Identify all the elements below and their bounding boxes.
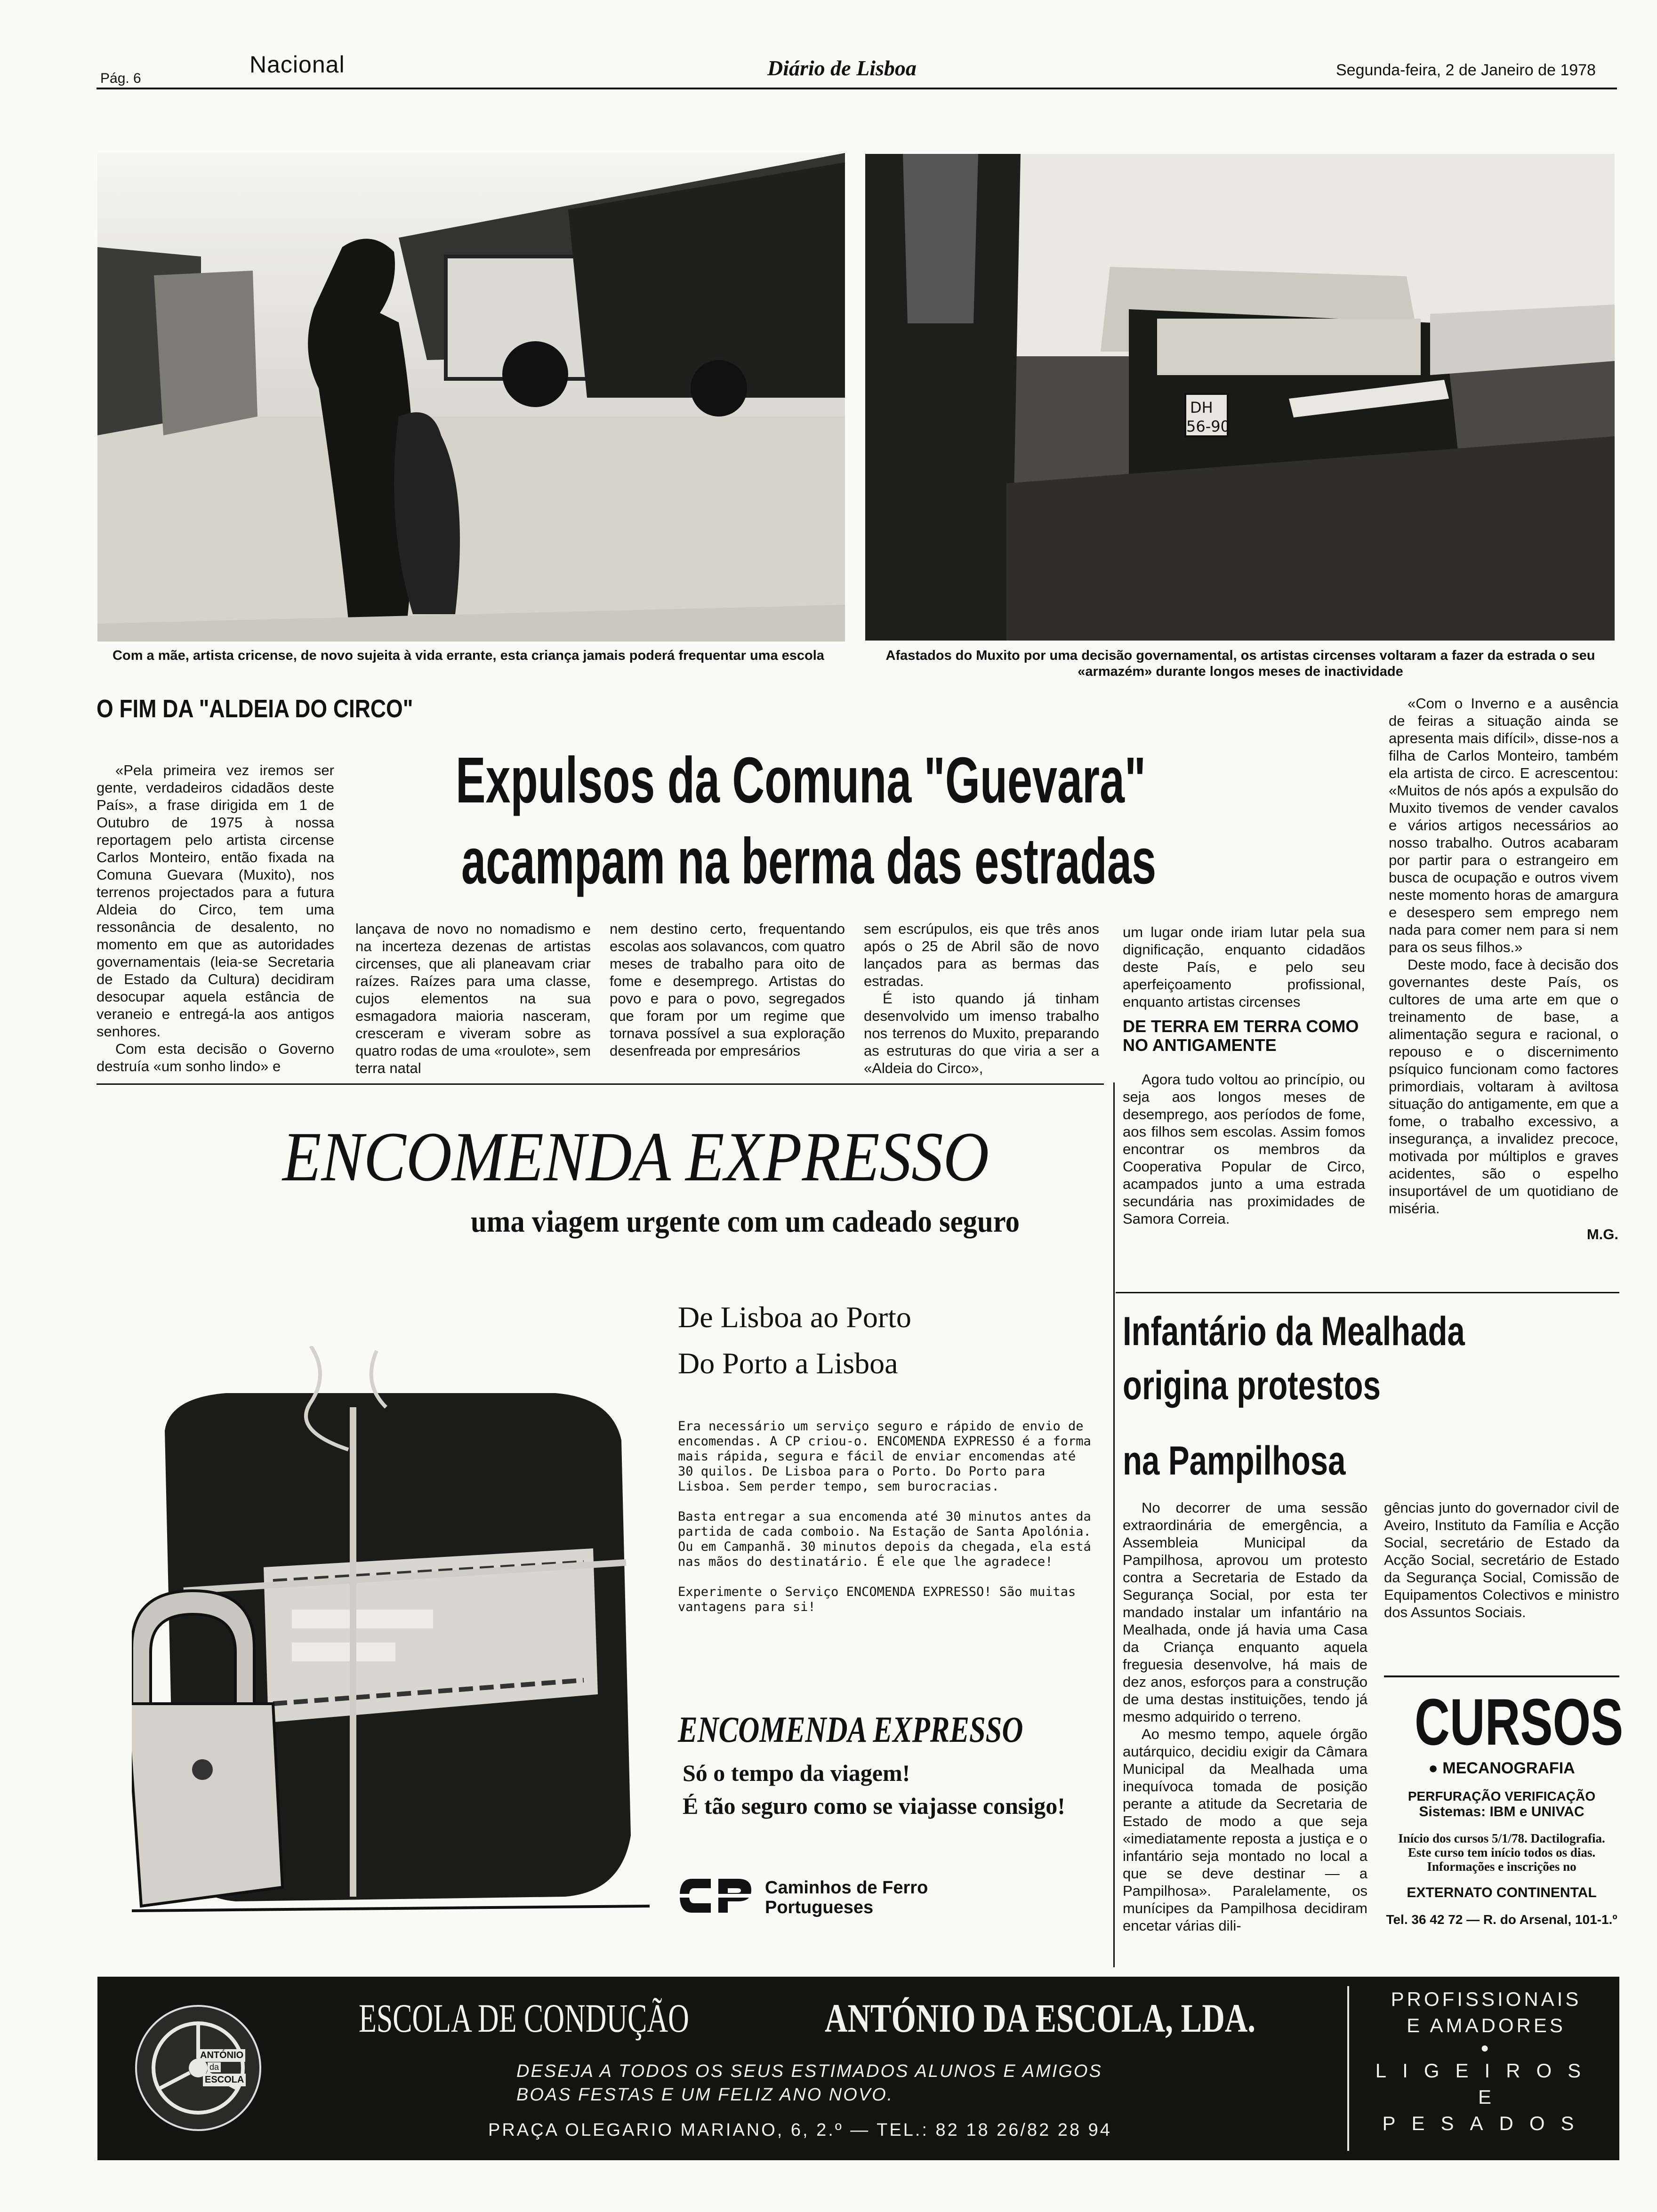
cp-ad-title: ENCOMENDA EXPRESSO xyxy=(282,1118,989,1196)
driving-school-right-3: LIGEIROS xyxy=(1375,2060,1597,2082)
page-number: Pág. 6 xyxy=(100,71,141,86)
cp-logo-icon xyxy=(678,1877,753,1915)
story-headline-2: acampam na berma das estradas xyxy=(461,825,1157,898)
driving-school-right-2: E AMADORES xyxy=(1407,2014,1566,2036)
story-kicker: O FIM DA "ALDEIA DO CIRCO" xyxy=(97,695,413,723)
story-col4-para-2: É isto quando já tinham desenvolvido um imenso trabalho nos terrenos do Muxito, preparando as estruturas do que viria a ser a «Aldeia do Circo», xyxy=(864,990,1099,1076)
cp-ad-para-2: Basta entregar a sua encomenda até 30 minutos antes da partida de cada comboio. Na Estação de Santa Apolónia. Ou em Campanhã. 30 minutos depois da chegada, ela está nas mãos do destinatário. É ele que lhe agradece! xyxy=(678,1509,1091,1569)
badge-text-3: ESCOLA xyxy=(203,2074,246,2086)
driving-school-title-2: ANTÓNIO DA ESCOLA, LDA. xyxy=(825,1996,1256,2041)
story-column-5 xyxy=(1123,923,1365,1227)
cp-ad-text-block xyxy=(678,1419,1092,1615)
badge-text-1: ANTÓNIO xyxy=(198,2049,245,2062)
steering-wheel-icon xyxy=(137,2007,259,2129)
story-headline-1: Expulsos da Comuna "Guevara" xyxy=(456,744,1146,817)
cp-logo-text-1: Caminhos de Ferro xyxy=(765,1878,928,1898)
second-story-column-2 xyxy=(1384,1499,1619,1621)
cursos-ad-title: CURSOS xyxy=(1415,1685,1624,1759)
story-column-2 xyxy=(355,920,591,1077)
story-column-4 xyxy=(864,920,1099,1077)
story-bottom-rule xyxy=(97,1083,1104,1085)
cp-ad-route-1: De Lisboa ao Porto xyxy=(678,1300,911,1334)
cp-ad-package-illustration xyxy=(132,1346,650,1934)
driving-school-ad xyxy=(97,1977,1619,2160)
story-col5-para-1: um lugar onde iriam lutar pela sua dignificação, enquanto cidadãos deste País, e pelo seu aperfeiçoamento profissional, enquanto artistas circenses xyxy=(1123,924,1365,1010)
cp-ad-route-2: Do Porto a Lisboa xyxy=(678,1346,898,1380)
second-headline-3: na Pampilhosa xyxy=(1123,1438,1346,1483)
cp-ad-vertical-rule xyxy=(1113,1082,1115,1967)
second-col1-para-1: No decorrer de uma sessão extraordinária de emergência, a Assembleia Municipal da Pampilhosa, aprovou um protesto contra a Secretaria de Estado da Segurança Social, por esta ter mandado instalar um infantário na Mealhada, onde já havia uma Casa da Criança enquanto aquela freguesia desenvolve, há mais de dez anos, esforços para a construção de uma destas instituições, tendo já mesmo adquirido o terreno. xyxy=(1123,1499,1367,1725)
badge-text-2: da xyxy=(208,2062,221,2072)
plate-line-1: DH xyxy=(1190,399,1213,417)
driving-school-divider xyxy=(1347,1986,1349,2151)
driving-school-title-1: ESCOLA DE CONDUÇÃO xyxy=(359,1996,689,2041)
story-column-6 xyxy=(1389,695,1618,1243)
second-col2-para-1: gências junto do governador civil de Aveiro, Instituto da Família e Acção Social, secretário de Estado da Acção Social, secretário de Estado da Segurança Social, Comissão de Equipamentos Colectivos e ministro dos Assuntos Sociais. xyxy=(1384,1499,1619,1620)
cursos-ad-line-1: ● MECANOGRAFIA xyxy=(1428,1759,1575,1777)
cursos-ad-line-3: Sistemas: IBM e UNIVAC xyxy=(1419,1804,1585,1819)
story-subhead: DE TERRA EM TERRA COMO NO ANTIGAMENTE xyxy=(1123,1017,1359,1055)
story-column-3 xyxy=(610,920,845,1059)
driving-school-badge xyxy=(135,2005,261,2131)
story-col1-para-2: Com esta decisão o Governo destruía «um sonho lindo» e xyxy=(97,1041,334,1074)
second-story-column-1 xyxy=(1123,1499,1367,1934)
caption-left: Com a mãe, artista cricense, de novo sujeita à vida errante, esta criança jamais poderá frequentar uma escola xyxy=(113,648,824,663)
second-col1-para-2: Ao mesmo tempo, aquele órgão autárquico, decidiu exigir da Câmara Municipal da Mealhada uma inequívoca tomada de posição perante a atitude da Secretaria de Estado de modo a que seja «imediatamente reposta a justiça e o infantário seja montado no local a que se deve destinar — a Pampilhosa». Paralelamente, os munícipes da Pampilhosa decidiram encetar várias dili- xyxy=(1123,1726,1367,1934)
cursos-ad-box xyxy=(1384,1675,1624,1960)
story-signature: M.G. xyxy=(1586,1226,1618,1242)
header-rule xyxy=(97,88,1617,89)
cp-ad-slogan-2: É tão seguro como se viajasse consigo! xyxy=(683,1793,1065,1819)
cp-ad-slogan-1: Só o tempo da viagem! xyxy=(683,1760,910,1786)
story-column-1 xyxy=(97,761,334,1075)
driving-school-right-4: E xyxy=(1478,2086,1494,2108)
section-label: Nacional xyxy=(249,51,345,78)
driving-school-right-panel xyxy=(1364,1986,1609,2137)
driving-school-wish-2: BOAS FESTAS E UM FELIZ ANO NOVO. xyxy=(516,2085,894,2105)
story-col1-para-1: «Pela primeira vez iremos ser gente, verdadeiros cidadãos deste País», a frase dirigida em 1 de Outubro de 1975 à nossa reportagem pelo artista circense Carlos Monteiro, então fixada na Comuna Guevara (Muxito), nos terrenos projectados para a futura Aldeia do Circo, tem uma ressonância de desalento, no momento em que as autoridades governamentais (leia-se Secretaria de Estado da Cultura) decidiram desocupar aquela estância de veraneio e entregá-la aos antigos senhores. xyxy=(97,762,334,1040)
driving-school-right-1: PROFISSIONAIS xyxy=(1391,1988,1582,2010)
photo-mother-child-image xyxy=(97,153,845,641)
second-headline-2: origina protestos xyxy=(1123,1363,1381,1408)
story-right-rule xyxy=(1116,1292,1619,1293)
driving-school-right-5: PESADOS xyxy=(1382,2112,1590,2134)
cursos-ad-line-4: Início dos cursos 5/1/78. Dactilografia. Este curso tem início todos os dias. Informações e inscrições no xyxy=(1398,1831,1605,1874)
photo-caravan xyxy=(865,154,1615,641)
story-col6-para-1: «Com o Inverno e a ausência de feiras a situação ainda se apresenta mais difícil», disse-nos a filha de Carlos Monteiro, também ela artista de circo. E acrescentou: «Muitos de nós após a expulsão do Muxito tivemos de vender cavalos e vários artigos necessários ao nosso trabalho. Outros acabaram por partir para o estrangeiro em busca de ocupação e outros vivem neste momento horas de amargura e desespero sem emprego nem nada para comer nem para si nem para os seus filhos.» xyxy=(1389,695,1618,955)
plate-line-2: 56-90 xyxy=(1186,417,1230,435)
cp-ad-para-3: Experimente o Serviço ENCOMENDA EXPRESSO! São muitas vantagens para si! xyxy=(678,1585,1076,1614)
story-col4-para-1: sem escrúpulos, eis que três anos após o 25 de Abril são de novo lançados para as bermas das estradas. xyxy=(864,921,1099,989)
story-col5-para-2: Agora tudo voltou ao princípio, ou seja aos longos meses de desemprego, aos períodos de fome, aos filhos sem escolas. Assim fomos encontrar os membros da Cooperativa Popular de Circo, acampados junto a uma estrada secundária nas proximidades de Samora Correia. xyxy=(1123,1071,1365,1227)
story-col3-para-1: nem destino certo, frequentando escolas aos solavancos, com quatro meses de trabalho para oito de fome e desemprego. Artistas do povo e para o povo, segregados que foram por um regime que tornava possível a sua exploração desenfreada por empresários xyxy=(610,921,845,1059)
caption-right: Afastados do Muxito por uma decisão governamental, os artistas circenses voltaram a fazer da estrada o seu «armazém» durante longos meses de inactividade xyxy=(885,648,1595,679)
driving-school-wish-1: DESEJA A TODOS OS SEUS ESTIMADOS ALUNOS E AMIGOS xyxy=(516,2061,1102,2081)
cursos-ad-line-6: Tel. 36 42 72 — R. do Arsenal, 101-1.º xyxy=(1386,1912,1617,1927)
cp-logo-text-2: Portugueses xyxy=(765,1898,874,1917)
cp-ad-slogan-title: ENCOMENDA EXPRESSO xyxy=(678,1709,1023,1750)
story-col2-para-1: lançava de novo no nomadismo e na incerteza dezenas de artistas circenses, que ali planeavam criar raízes. Raízes para uma classe, cujos elementos na sua esmagadora maioria nasceram, cresceram e viveram sobre as quatro rodas de uma «roulote», sem terra natal xyxy=(355,921,591,1076)
cp-logo-mark-icon xyxy=(678,1877,753,1915)
story-col6-para-2: Deste modo, face à decisão dos governantes deste País, os cultores de uma arte em que o treinamento de base, a alimentação segura e racional, o repouso e o discernimento psíquico funcionam como factores primordiais, voltaram à aviltosa situação do antigamente, em que a fome, o trabalho excessivo, a insegurança, a invalidez precoce, motivada por múltiplos e graves acidentes, são o espelho insuportável de um quotidiano de miséria. xyxy=(1389,956,1618,1217)
cursos-ad-line-5: EXTERNATO CONTINENTAL xyxy=(1407,1885,1597,1900)
second-headline-1: Infantário da Mealhada xyxy=(1123,1309,1465,1354)
driving-school-address: PRAÇA OLEGARIO MARIANO, 6, 2.º — TEL.: 82 18 26/82 28 94 xyxy=(488,2120,1112,2140)
driving-school-bullet: ● xyxy=(1480,2040,1492,2056)
cursos-ad-line-2: PERFURAÇÃO VERIFICAÇÃO xyxy=(1408,1789,1596,1803)
masthead: Diário de Lisboa xyxy=(767,56,917,80)
date-line: Segunda-feira, 2 de Janeiro de 1978 xyxy=(1336,61,1596,79)
photo-mother-child xyxy=(97,153,845,641)
package-padlock-icon xyxy=(132,1346,650,1934)
photo-caravan-image xyxy=(865,154,1615,641)
cp-ad-para-1: Era necessário um serviço seguro e rápido de envio de encomendas. A CP criou-o. ENCOMENDA EXPRESSO é a forma mais rápida, segura e fácil de enviar encomendas até 30 quilos. De Lisboa para o Porto. Do Porto para Lisboa. Sem perder tempo, sem burocracias. xyxy=(678,1419,1091,1494)
cp-ad-tagline: uma viagem urgente com um cadeado seguro xyxy=(471,1204,1020,1239)
